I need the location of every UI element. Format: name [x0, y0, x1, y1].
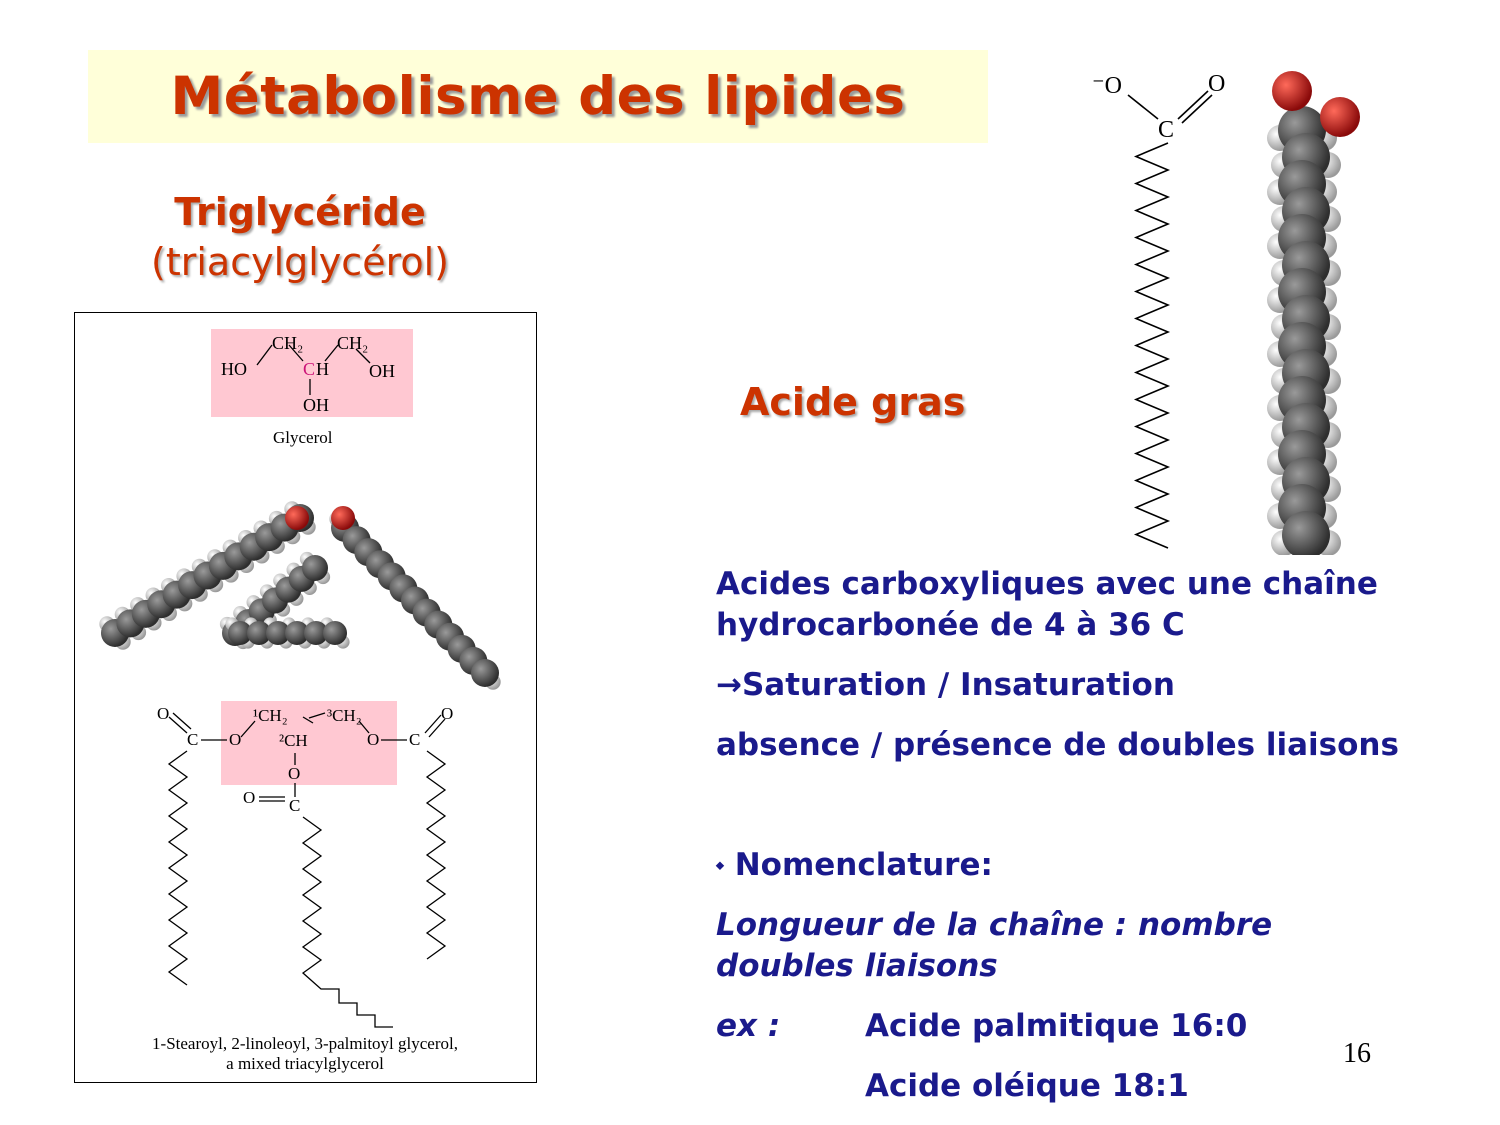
oxygen-atom [1320, 97, 1360, 137]
carbon-atom [302, 555, 328, 581]
tag-o-double-mid: O [243, 788, 256, 807]
example-palmitic: Acide palmitique 16:0 [865, 1008, 1248, 1044]
tag-ch2-1: ¹CH₂ [253, 706, 288, 725]
triglyceride-subheading: (triacylglycérol) [151, 240, 449, 284]
triacylglycerol-chains [169, 751, 445, 1027]
glycerol-oh-bottom: OH [303, 395, 329, 415]
oxygen-atom [1272, 71, 1312, 111]
fatty-acid-c: C [1158, 117, 1175, 143]
fatty-acid-skeletal-chain [1136, 143, 1168, 548]
fatty-acid-space-filling-model [1267, 71, 1360, 555]
fatty-acid-figure [1080, 55, 1390, 555]
oxygen-atom [285, 506, 309, 530]
nomenclature-italic-line2: doubles liaisons [716, 948, 998, 984]
glycerol-oh-right: OH [369, 361, 395, 381]
fatty-acid-o-minus: ⁻O [1092, 73, 1122, 99]
fatty-acid-heading: Acide gras [740, 380, 966, 424]
triacylglycerol-caption-line1: 1-Stearoyl, 2-linoleoyl, 3-palmitoyl glycerol, [152, 1034, 458, 1053]
tag-o-mid: O [288, 764, 301, 783]
tag-c-right: C [409, 730, 421, 749]
glycerol-ch2-right: CH₂ [337, 333, 369, 353]
definition-line1: Acides carboxyliques avec une chaîne [716, 566, 1378, 602]
acyl-chain [169, 751, 187, 985]
diamond-bullet-icon: ⬩ [716, 853, 724, 878]
tag-c-left: C [187, 730, 199, 749]
nomenclature-italic-line1: Longueur de la chaîne : nombre [716, 907, 1273, 943]
glycerol-ch2-left: CH₂ [272, 333, 304, 353]
triglyceride-figure-svg [75, 313, 536, 1082]
glycerol-h: H [316, 359, 329, 379]
oxygen-atom [331, 506, 355, 530]
double-bond-line: absence / présence de doubles liaisons [716, 727, 1399, 763]
tag-o-link-left: O [229, 730, 242, 749]
acyl-chain [427, 751, 445, 959]
tag-ch-2: ²CH [279, 731, 308, 750]
triglyceride-figure [74, 312, 537, 1083]
tag-c-mid: C [289, 796, 301, 815]
carbon-atom [471, 659, 499, 687]
nomenclature-label: Nomenclature: [734, 847, 993, 883]
title-banner [88, 50, 988, 143]
saturation-line: →Saturation / Insaturation [716, 667, 1175, 703]
glycerol-c: C [303, 359, 316, 379]
page-number: 16 [1343, 1038, 1371, 1069]
linoleoyl-chain [303, 817, 393, 1027]
tag-o-right: O [441, 704, 454, 723]
tag-o-link-right: O [367, 730, 380, 749]
example-oleic: Acide oléique 18:1 [865, 1068, 1189, 1104]
definition-line2: hydrocarbonée de 4 à 36 C [716, 607, 1185, 643]
triacylglycerol-caption-line2: a mixed triacylglycerol [226, 1054, 384, 1073]
tag-ch2-3: ³CH₂ [327, 706, 362, 725]
carbon-atom [323, 621, 347, 645]
nomenclature-item [716, 845, 993, 886]
glycerol-ho: HO [221, 359, 247, 379]
slide-title: Métabolisme des lipides [170, 66, 906, 127]
triglyceride-space-filling-model [99, 501, 500, 689]
triglyceride-heading: Triglycéride [174, 190, 426, 234]
glycerol-caption: Glycerol [273, 428, 333, 447]
tag-o-left: O [157, 704, 170, 723]
fatty-acid-o-double: O [1208, 71, 1226, 97]
example-label: ex : [716, 1008, 781, 1044]
